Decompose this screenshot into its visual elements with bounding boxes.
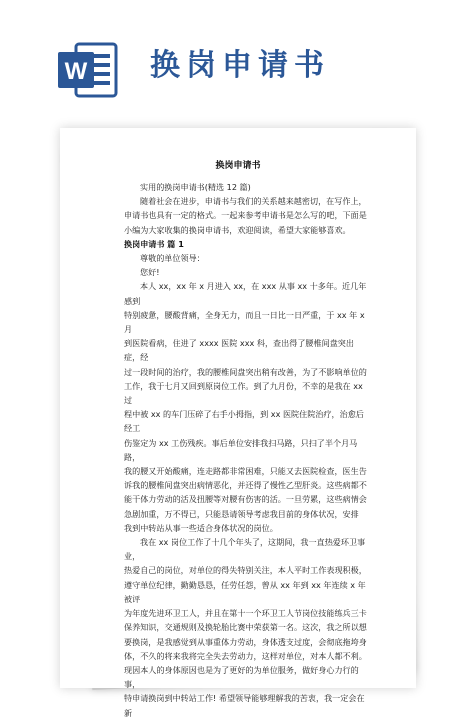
document-page [60, 128, 416, 718]
document-line: 为年度先进环卫工人，并且在第十一个环卫工人节岗位技能练兵三卡 [124, 608, 367, 619]
document-line: 申请书也具有一定的格式。一起来参考申请书是怎么写的吧，下面是 [124, 210, 367, 221]
document-line: 保养知识，交通规则及换轮胎比赛中荣获第一名。这次，我之所以想 [124, 622, 367, 633]
document-line: 急剧加重，万不得已，只能恳请领导考虑我目前的身体状况，安排 [124, 508, 359, 519]
document-line: 现因本人的身体原因也是为了更好的为单位服务，做好身心力行的事， [124, 664, 359, 690]
document-line: 诉我的腰椎间盘突出病情恶化，并还得了慢性乙型肝炎。这些病都不 [124, 480, 367, 491]
banner-title: 换岗申请书 [150, 48, 330, 83]
document-line: 本人 xx，xx 年 x 月进入 xx，在 xxx 从事 xx 十多年。近几年感到 [124, 281, 367, 306]
document-line: 遵守单位纪律，勤勤恳恳，任劳任怨，曾从 xx 年到 xx 年连续 x 年被评 [124, 579, 366, 604]
document-line: 过一段时间的治疗，我的腰椎间盘突出稍有改善，为了不影响单位的 [124, 366, 367, 377]
document-title: 换岗申请书 [215, 161, 261, 171]
document-line: 我在 xx 岗位工作了十几个年头了，这期间，我一直热爱环卫事业， [124, 537, 366, 562]
document-line: 实用的换岗申请书(精选 12 篇) [140, 182, 251, 192]
document-line: 要换岗，是我感觉到从事重体力劳动，身体透支过度，会彻底拖垮身 [124, 636, 367, 647]
document-line: 我的腰又开始酸痛，连走路都非常困难，只能又去医院检查，医生告 [124, 466, 367, 477]
document-line: 您好! [140, 267, 160, 278]
document-line: 工作，我于七月又回到原岗位工作。到了九月份，不幸的是我在 xx 过 [124, 380, 363, 406]
word-icon [56, 38, 120, 102]
document-line: 到医院看病，住进了 xxxx 医院 xxx 科，查出得了腰椎间盘突出症，经 [124, 338, 354, 363]
document-body [124, 180, 368, 720]
document-line: 能干体力劳动的活及扭腰等对腰有伤害的活。一旦劳累，这些病情会 [124, 494, 367, 505]
document-line: 我到中转站从事一些适合身体状况的岗位。 [124, 522, 278, 533]
document-line: 体，不久的将来我将完全失去劳动力，这样对单位，对本人都不利。 [124, 650, 367, 661]
svg-text:W: W [64, 58, 88, 85]
document-line: 尊敬的单位领导： [140, 253, 205, 264]
document-line: 程中被 xx 的车门压碎了右手小拇指，到 xx 医院住院治疗，治愈后经工 [124, 409, 364, 434]
document-line: 特别疲惫，腰酸背痛，全身无力，而且一日比一日严重，于 xx 年 x 月 [124, 309, 365, 335]
document-line: 随着社会在进步，申请书与我们的关系越来越密切，在写作上， [140, 196, 367, 207]
document-line: 小编为大家收集的换岗申请书，欢迎阅读，希望大家能够喜欢。 [124, 224, 351, 235]
document-line: 热爱自己的岗位，对单位的得失特别关注，本人平时工作表现积极， [124, 565, 367, 576]
document-line: 伤鉴定为 xx 工伤残疾。事后单位安排我扫马路，只扫了半个月马路， [124, 437, 358, 462]
section-heading: 换岗申请书 篇 1 [124, 238, 184, 249]
document-line: 特申请换岗到中转站工作! 希望领导能够理解我的苦衷，我一定会在新 [124, 693, 365, 718]
